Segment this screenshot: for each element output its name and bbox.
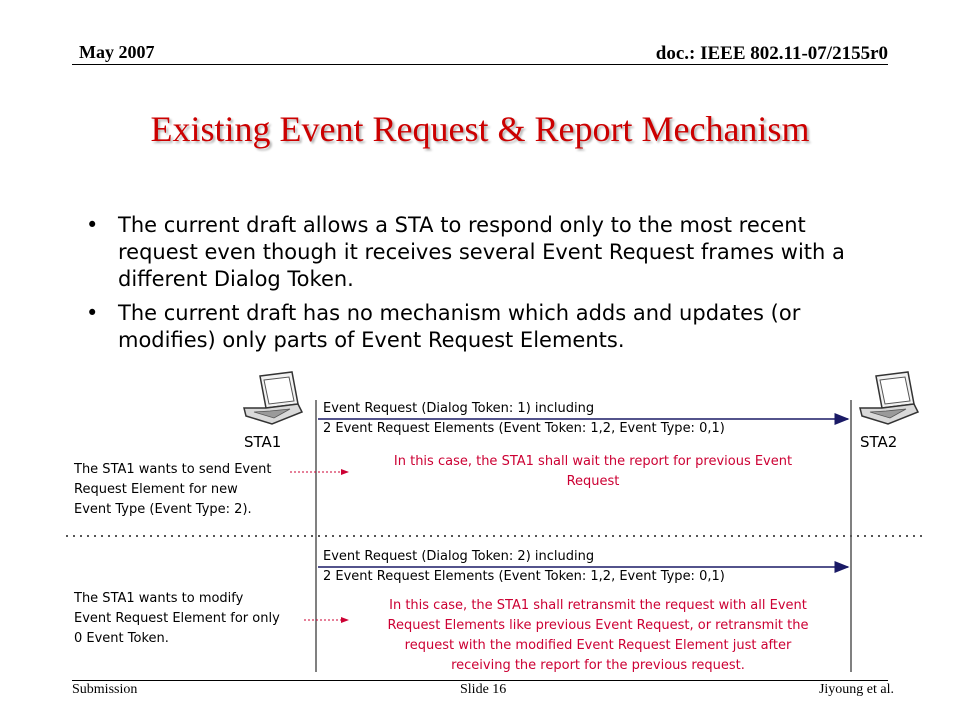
header-date: May 2007: [79, 42, 155, 62]
header-doc-id: doc.: IEEE 802.11-07/2155r0: [655, 43, 888, 64]
footer-submission: Submission: [72, 682, 138, 697]
laptop-icon: [860, 372, 918, 424]
request-1-line-1: Event Request (Dialog Token: 1) including: [323, 401, 595, 416]
bullet-dot-icon: •: [86, 301, 99, 325]
sta1-label: STA1: [244, 433, 282, 451]
footer-rule: [72, 680, 888, 681]
footer-author: Jiyoung et al.: [818, 682, 894, 697]
scenario-2-red-note: In this case, the STA1 shall retransmit the request with all Event Request Elements like previous Event Request, or retransmit the request with the modified Event Request Element just after receiving the report for the previous request.: [387, 598, 809, 673]
bullet-item: • The current draft allows a STA to respond only to the most recent request even though it receives several Event Request frames with a different Dialog Token.: [86, 213, 845, 291]
footer-slide-number: Slide 16: [460, 682, 507, 697]
scenario-1-red-note: In this case, the STA1 shall wait the report for previous Event Request: [393, 454, 793, 489]
request-1-line-2: 2 Event Request Elements (Event Token: 1,2, Event Type: 0,1): [323, 421, 725, 436]
slide-title: Existing Event Request & Report Mechanism: [150, 109, 810, 149]
scenario-1-note: The STA1 wants to send Event Request Element for new Event Type (Event Type: 2).: [74, 462, 272, 517]
bullet-dot-icon: •: [86, 213, 99, 237]
request-2-line-2: 2 Event Request Elements (Event Token: 1,2, Event Type: 0,1): [323, 569, 725, 584]
laptop-icon: [244, 372, 302, 424]
scenario-2-note: The STA1 wants to modify Event Request Element for only 0 Event Token.: [74, 591, 280, 646]
sta2-label: STA2: [860, 433, 898, 451]
request-2-line-1: Event Request (Dialog Token: 2) including: [323, 549, 595, 564]
bullet-item: • The current draft has no mechanism which adds and updates (or modifies) only parts of Event Request Elements.: [86, 301, 801, 352]
